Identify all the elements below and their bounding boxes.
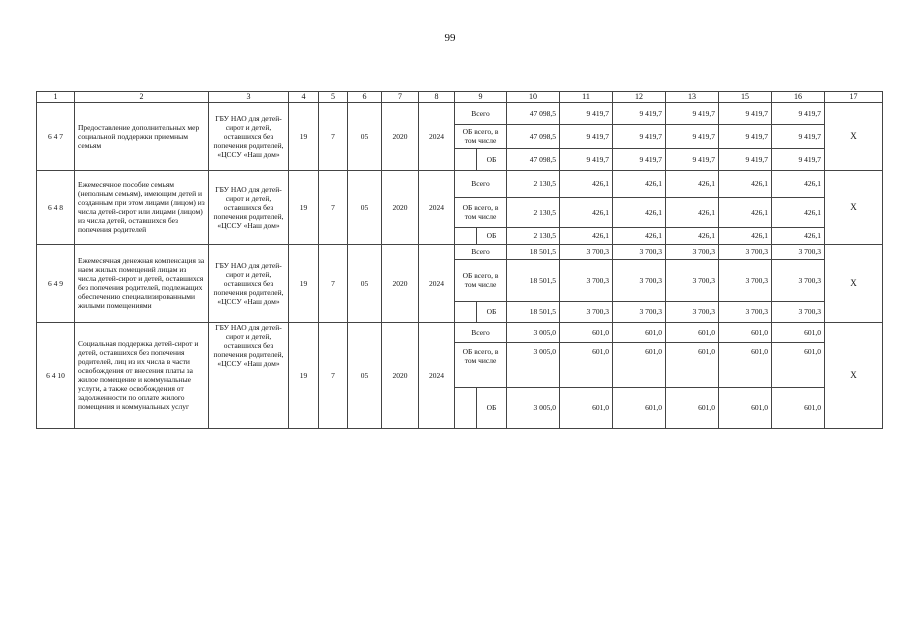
cell-c7: 2020 [382, 170, 419, 244]
funding-type: ОБ всего, в том числе [455, 124, 507, 148]
header-row [37, 92, 883, 103]
cell-c5: 7 [319, 170, 348, 244]
value-cell: 601,0 [666, 387, 719, 428]
value-cell: 3 700,3 [666, 259, 719, 301]
value-cell: 18 501,5 [507, 301, 560, 322]
value-cell: 3 700,3 [560, 259, 613, 301]
value-cell: 3 700,3 [719, 259, 772, 301]
value-cell: 9 419,7 [666, 148, 719, 170]
header-cell: 10 [507, 92, 560, 103]
table-row [37, 102, 883, 124]
value-cell: 426,1 [772, 227, 825, 244]
value-cell: 426,1 [719, 197, 772, 227]
value-cell: 9 419,7 [613, 102, 666, 124]
value-cell: 426,1 [772, 170, 825, 197]
value-cell: 9 419,7 [772, 102, 825, 124]
cell-c8: 2024 [419, 102, 455, 170]
value-cell: 9 419,7 [560, 102, 613, 124]
value-cell: 47 098,5 [507, 148, 560, 170]
funding-type: Всего [455, 170, 507, 197]
value-cell: 9 419,7 [719, 124, 772, 148]
value-cell: 3 700,3 [772, 244, 825, 259]
value-cell: 3 700,3 [772, 259, 825, 301]
value-cell: 9 419,7 [666, 124, 719, 148]
cell-c6: 05 [348, 102, 382, 170]
cell-c7: 2020 [382, 102, 419, 170]
cell-c6: 05 [348, 170, 382, 244]
value-cell: 2 130,5 [507, 197, 560, 227]
value-cell: 3 700,3 [613, 259, 666, 301]
header-cell: 3 [209, 92, 289, 103]
value-cell: 601,0 [719, 322, 772, 342]
value-cell: 9 419,7 [560, 148, 613, 170]
value-cell: 601,0 [772, 387, 825, 428]
row-code: 6 4 8 [37, 170, 75, 244]
funding-type: Всего [455, 102, 507, 124]
institution: ГБУ НАО для детей-сирот и детей, оставшихся без попечения родителей, «ЦССУ «Наш дом» [209, 102, 289, 170]
table-row [37, 244, 883, 259]
value-cell: 9 419,7 [613, 148, 666, 170]
funding-type: ОБ [477, 148, 507, 170]
funding-type: ОБ всего, в том числе [455, 197, 507, 227]
funding-type: ОБ всего, в том числе [455, 259, 507, 301]
blank-cell [455, 301, 477, 322]
value-cell: 601,0 [772, 342, 825, 387]
header-cell: 16 [772, 92, 825, 103]
row-code: 6 4 7 [37, 102, 75, 170]
funding-type: ОБ всего, в том числе [455, 342, 507, 387]
cell-c5: 7 [319, 244, 348, 322]
value-cell: 426,1 [666, 227, 719, 244]
row-code: 6 4 10 [37, 322, 75, 428]
table-row [37, 322, 883, 342]
value-cell: 3 700,3 [613, 244, 666, 259]
institution: ГБУ НАО для детей-сирот и детей, оставшихся без попечения родителей, «ЦССУ «Наш дом» [209, 244, 289, 322]
header-cell: 5 [319, 92, 348, 103]
value-cell: 3 005,0 [507, 387, 560, 428]
value-cell: 3 700,3 [719, 301, 772, 322]
value-cell: 3 700,3 [719, 244, 772, 259]
cell-c4: 19 [289, 170, 319, 244]
blank-cell [455, 387, 477, 428]
value-cell: 3 005,0 [507, 322, 560, 342]
header-cell: 6 [348, 92, 382, 103]
institution: ГБУ НАО для детей-сирот и детей, оставшихся без попечения родителей, «ЦССУ «Наш дом» [209, 170, 289, 244]
mark-x: X [825, 102, 883, 170]
row-code: 6 4 9 [37, 244, 75, 322]
cell-c5: 7 [319, 102, 348, 170]
cell-c4: 19 [289, 102, 319, 170]
measure-name: Ежемесячное пособие семьям (неполным семьям), имеющим детей и созданным при этом лицами (лицом) из числа детей-сирот или лицами (лицом) из числа детей, оставшихся без попечения родителей [75, 170, 209, 244]
cell-c6: 05 [348, 322, 382, 428]
mark-x: X [825, 322, 883, 428]
value-cell: 601,0 [719, 342, 772, 387]
funding-type: ОБ [477, 387, 507, 428]
header-cell: 17 [825, 92, 883, 103]
value-cell: 426,1 [560, 227, 613, 244]
mark-x: X [825, 244, 883, 322]
blank-cell [455, 227, 477, 244]
funding-type: Всего [455, 322, 507, 342]
value-cell: 3 005,0 [507, 342, 560, 387]
value-cell: 2 130,5 [507, 170, 560, 197]
funding-type: ОБ [477, 301, 507, 322]
value-cell: 426,1 [560, 170, 613, 197]
value-cell: 601,0 [613, 322, 666, 342]
value-cell: 9 419,7 [613, 124, 666, 148]
value-cell: 426,1 [719, 227, 772, 244]
cell-c6: 05 [348, 244, 382, 322]
cell-c7: 2020 [382, 244, 419, 322]
value-cell: 3 700,3 [613, 301, 666, 322]
measure-name: Ежемесячная денежная компенсация за наем жилых помещений лицам из числа детей-сирот и детей, оставшихся без попечения родителей, подлежащих обеспечению специализированными жилыми помещениями [75, 244, 209, 322]
value-cell: 9 419,7 [560, 124, 613, 148]
value-cell: 9 419,7 [772, 148, 825, 170]
value-cell: 601,0 [613, 387, 666, 428]
value-cell: 426,1 [613, 197, 666, 227]
value-cell: 601,0 [613, 342, 666, 387]
page-number: 99 [444, 32, 456, 44]
cell-c8: 2024 [419, 244, 455, 322]
header-cell: 8 [419, 92, 455, 103]
measure-name: Предоставление дополнительных мер социальной поддержки приемным семьям [75, 102, 209, 170]
value-cell: 47 098,5 [507, 124, 560, 148]
value-cell: 2 130,5 [507, 227, 560, 244]
value-cell: 426,1 [560, 197, 613, 227]
value-cell: 601,0 [560, 342, 613, 387]
value-cell: 426,1 [719, 170, 772, 197]
value-cell: 9 419,7 [719, 148, 772, 170]
header-cell: 4 [289, 92, 319, 103]
value-cell: 18 501,5 [507, 244, 560, 259]
mark-x: X [825, 170, 883, 244]
value-cell: 426,1 [666, 197, 719, 227]
value-cell: 601,0 [772, 322, 825, 342]
value-cell: 3 700,3 [560, 244, 613, 259]
measure-name: Социальная поддержка детей-сирот и детей, оставшихся без попечения родителей, лиц из их числа в части освобождения от внесения платы за жилое помещение и коммунальные услуги, а также освобождения от задолженности по оплате жилого помещения и коммунальных услуг [75, 322, 209, 428]
cell-c8: 2024 [419, 170, 455, 244]
funding-type: ОБ [477, 227, 507, 244]
cell-c4: 19 [289, 244, 319, 322]
value-cell: 426,1 [772, 197, 825, 227]
value-cell: 426,1 [613, 170, 666, 197]
header-cell: 11 [560, 92, 613, 103]
value-cell: 3 700,3 [772, 301, 825, 322]
value-cell: 9 419,7 [772, 124, 825, 148]
value-cell: 3 700,3 [666, 301, 719, 322]
value-cell: 426,1 [666, 170, 719, 197]
header-cell: 1 [37, 92, 75, 103]
blank-cell [455, 148, 477, 170]
value-cell: 601,0 [666, 342, 719, 387]
header-cell: 13 [666, 92, 719, 103]
header-cell: 9 [455, 92, 507, 103]
table-row [37, 170, 883, 197]
cell-c5: 7 [319, 322, 348, 428]
value-cell: 3 700,3 [666, 244, 719, 259]
header-cell: 7 [382, 92, 419, 103]
value-cell: 601,0 [666, 322, 719, 342]
program-table [36, 91, 883, 429]
institution: ГБУ НАО для детей-сирот и детей, оставшихся без попечения родителей, «ЦССУ «Наш дом» [209, 322, 289, 428]
value-cell: 9 419,7 [719, 102, 772, 124]
cell-c7: 2020 [382, 322, 419, 428]
value-cell: 3 700,3 [560, 301, 613, 322]
value-cell: 601,0 [560, 322, 613, 342]
cell-c4: 19 [289, 322, 319, 428]
header-cell: 15 [719, 92, 772, 103]
header-cell: 12 [613, 92, 666, 103]
header-cell: 2 [75, 92, 209, 103]
value-cell: 601,0 [719, 387, 772, 428]
funding-type: Всего [455, 244, 507, 259]
value-cell: 18 501,5 [507, 259, 560, 301]
value-cell: 9 419,7 [666, 102, 719, 124]
cell-c8: 2024 [419, 322, 455, 428]
value-cell: 47 098,5 [507, 102, 560, 124]
value-cell: 601,0 [560, 387, 613, 428]
value-cell: 426,1 [613, 227, 666, 244]
